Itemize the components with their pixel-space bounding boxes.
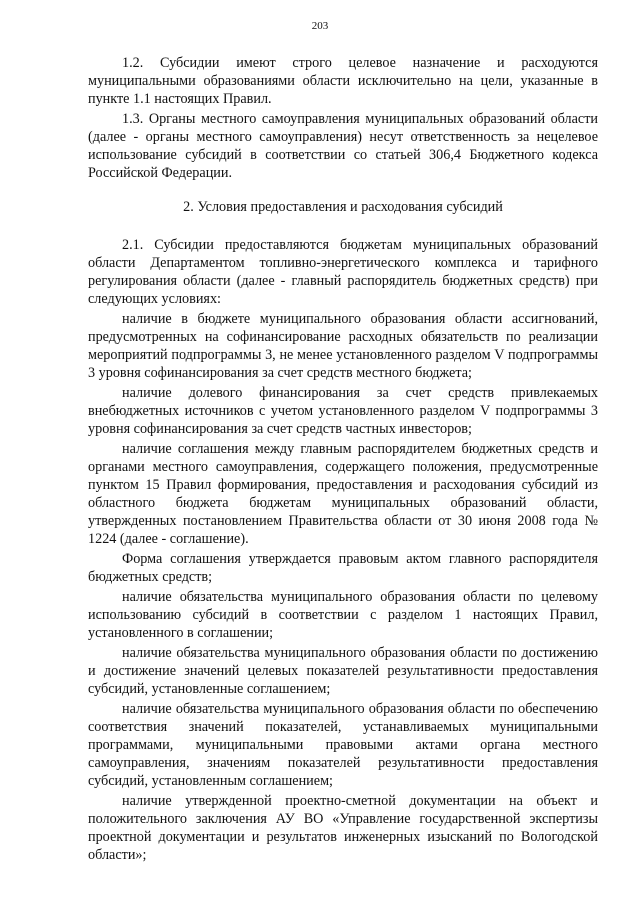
condition-target-use: наличие обязательства муниципального образования области по целевому использованию субсидий в соответствии с разделом 1 настоящих Правил, установленного в соглашении; — [88, 589, 598, 641]
paragraph-1-3: 1.3. Органы местного самоуправления муниципальных образований области (далее - органы местного самоуправления) несут ответственность за нецелевое использование субсидий в соответствии со статьей 306,4 Бюджетного кодекса Российской Федерации. — [88, 111, 598, 181]
condition-agreement: наличие соглашения между главным распорядителем бюджетных средств и органами местного самоуправления, содержащего положения, предусмотренные пунктом 15 Правил формирования, предоставления и расходования субсидий из областного бюджета бюджетам муниципальных образований области, утвержденных постановлением Правительства области от 30 июня 2008 года № 1224 (далее - соглашение). — [88, 441, 598, 547]
condition-project-docs: наличие утвержденной проектно-сметной документации на объект и положительного заключения АУ ВО «Управление государственной экспертизы проектной документации и результатов инженерных изысканий по Вологодской области»; — [88, 793, 598, 863]
condition-extrabudgetary: наличие долевого финансирования за счет средств привлекаемых внебюджетных источников с учетом установленного разделом V подпрограммы 3 уровня софинансирования за счет средств частных инвесторов; — [88, 385, 598, 437]
agreement-form: Форма соглашения утверждается правовым актом главного распорядителя бюджетных средств; — [88, 551, 598, 585]
section-heading: 2. Условия предоставления и расходования субсидий — [183, 199, 503, 215]
paragraph-2-1: 2.1. Субсидии предоставляются бюджетам муниципальных образований области Департаментом топливно-энергетического комплекса и тарифного регулирования области (далее - главный распорядитель бюджетных средств) при следующих условиях: — [88, 237, 598, 307]
document-body — [88, 54, 598, 866]
condition-local-budget: наличие в бюджете муниципального образования области ассигнований, предусмотренных на софинансирование расходных обязательств по реализации мероприятий подпрограммы 3, не менее установленного разделом V подпрограммы 3 уровня софинансирования за счет средств местного бюджета; — [88, 311, 598, 381]
page-number: 203 — [311, 20, 329, 32]
condition-program-compliance: наличие обязательства муниципального образования области по обеспечению соответствия значений показателей, устанавливаемых муниципальными программами, муниципальными правовыми актами органа местного самоуправления, значениям показателей результативности предоставления субсидий, установленным соглашением; — [88, 701, 598, 789]
paragraph-1-2: 1.2. Субсидии имеют строго целевое назначение и расходуются муниципальными образованиями области исключительно на цели, указанные в пункте 1.1 настоящих Правил. — [88, 55, 598, 107]
condition-indicators: наличие обязательства муниципального образования области по достижению и достижение значений целевых показателей результативности предоставления субсидий, установленные соглашением; — [88, 645, 598, 697]
